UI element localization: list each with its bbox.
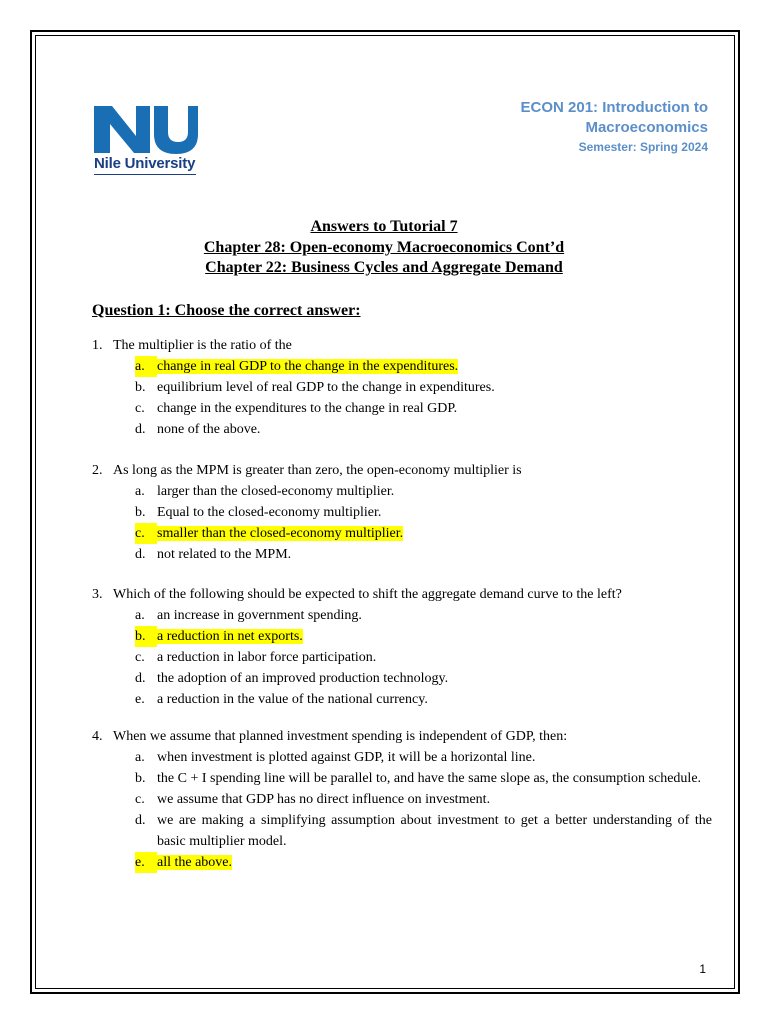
option-text-content: an increase in government spending. — [157, 608, 362, 623]
option-text — [157, 789, 712, 810]
answer-option — [135, 789, 712, 810]
option-letter: c. — [135, 523, 157, 544]
option-letter: b. — [135, 505, 146, 520]
answer-option — [135, 356, 712, 377]
option-text-content: change in the expenditures to the change in real GDP. — [157, 401, 458, 416]
question-text: Which of the following should be expected to shift the aggregate demand curve to the left? — [113, 587, 622, 602]
option-text-content: Equal to the closed-economy multiplier. — [157, 505, 382, 520]
option-text-content: a reduction in the value of the national currency. — [157, 692, 428, 707]
answer-option — [135, 626, 712, 647]
option-letter: d. — [135, 813, 146, 828]
question-text: The multiplier is the ratio of the — [113, 338, 292, 353]
question-number: 3. — [92, 587, 103, 602]
options-list — [135, 356, 712, 440]
option-text — [157, 689, 712, 710]
answer-option — [135, 647, 712, 668]
answer-option — [135, 502, 712, 523]
question-stem — [92, 584, 712, 605]
course-title-line1: ECON 201: Introduction to — [520, 99, 708, 116]
question-number: 4. — [92, 729, 103, 744]
option-text-content: all the above. — [157, 855, 233, 870]
option-text — [157, 768, 712, 789]
option-letter: c. — [135, 650, 145, 665]
option-text — [157, 398, 712, 419]
answer-option — [135, 852, 712, 873]
logo-text: Nile University — [94, 155, 196, 172]
semester-label: Semester: Spring 2024 — [578, 140, 708, 154]
question-number: 1. — [92, 338, 103, 353]
correct-option-text — [157, 523, 712, 544]
option-text-content: the adoption of an improved production technology. — [157, 671, 449, 686]
option-letter: a. — [135, 356, 157, 377]
options-list — [135, 481, 712, 565]
option-text — [157, 668, 712, 689]
option-text-content: when investment is plotted against GDP, it will be a horizontal line. — [157, 750, 536, 765]
option-text-content: larger than the closed-economy multiplier. — [157, 484, 395, 499]
answer-option — [135, 689, 712, 710]
answer-option — [135, 419, 712, 440]
option-text — [157, 377, 712, 398]
question-stem — [92, 726, 712, 747]
option-text-content: not related to the MPM. — [157, 547, 292, 562]
option-letter: b. — [135, 626, 157, 647]
question-4 — [92, 726, 712, 873]
correct-option-text — [157, 356, 712, 377]
option-text — [157, 502, 712, 523]
option-letter: d. — [135, 422, 146, 437]
option-text — [157, 747, 712, 768]
option-letter: a. — [135, 484, 145, 499]
answer-option — [135, 377, 712, 398]
title-chapter-22: Chapter 22: Business Cycles and Aggregate Demand — [205, 259, 563, 276]
option-text-content: the C + I spending line will be parallel to, and have the same slope as, the consumption schedule. — [157, 771, 702, 786]
options-list — [135, 605, 712, 710]
answer-option — [135, 544, 712, 565]
option-text-content: none of the above. — [157, 422, 261, 437]
option-text — [157, 481, 712, 502]
correct-option-text — [157, 626, 712, 647]
option-letter: e. — [135, 852, 157, 873]
answer-option — [135, 523, 712, 544]
answer-option — [135, 481, 712, 502]
question-3 — [92, 584, 712, 710]
option-text-content: equilibrium level of real GDP to the change in expenditures. — [157, 380, 495, 395]
correct-option-text — [157, 852, 712, 873]
question-stem — [92, 460, 712, 481]
course-info — [521, 98, 709, 156]
option-text-content: change in real GDP to the change in the expenditures. — [157, 359, 459, 374]
option-text-content: smaller than the closed-economy multiplier. — [157, 526, 404, 541]
title-tutorial: Answers to Tutorial 7 — [310, 218, 458, 235]
option-text-content: a reduction in labor force participation. — [157, 650, 377, 665]
answer-option — [135, 810, 712, 852]
option-letter: d. — [135, 671, 146, 686]
option-text-content: we assume that GDP has no direct influence on investment. — [157, 792, 491, 807]
question-stem — [92, 335, 712, 356]
page-number: 1 — [699, 962, 706, 976]
option-text-content: a reduction in net exports. — [157, 629, 303, 644]
question-text: As long as the MPM is greater than zero, the open-economy multiplier is — [113, 463, 522, 478]
answer-option — [135, 398, 712, 419]
section-heading: Question 1: Choose the correct answer: — [92, 302, 361, 319]
option-letter: a. — [135, 608, 145, 623]
answer-option — [135, 747, 712, 768]
document-titles — [0, 217, 768, 279]
logo-underline — [94, 174, 196, 175]
question-number: 2. — [92, 463, 103, 478]
answer-option — [135, 668, 712, 689]
answer-option — [135, 605, 712, 626]
option-letter: c. — [135, 401, 145, 416]
answer-option — [135, 768, 712, 789]
option-text-content: we are making a simplifying assumption about investment to get a better understanding of the basic multiplier model. — [157, 813, 712, 849]
question-2 — [92, 460, 712, 565]
option-letter: c. — [135, 792, 145, 807]
option-letter: b. — [135, 771, 146, 786]
option-letter: a. — [135, 750, 145, 765]
course-title-line2: Macroeconomics — [585, 119, 708, 136]
option-letter: d. — [135, 547, 146, 562]
option-letter: e. — [135, 692, 145, 707]
question-1 — [92, 335, 712, 440]
question-text: When we assume that planned investment spending is independent of GDP, then: — [113, 729, 568, 744]
options-list — [135, 747, 712, 873]
option-text — [157, 810, 712, 852]
option-text — [157, 647, 712, 668]
title-chapter-28: Chapter 28: Open-economy Macroeconomics Cont’d — [203, 238, 565, 256]
option-text — [157, 419, 712, 440]
option-letter: b. — [135, 380, 146, 395]
option-text — [157, 605, 712, 626]
option-text — [157, 544, 712, 565]
